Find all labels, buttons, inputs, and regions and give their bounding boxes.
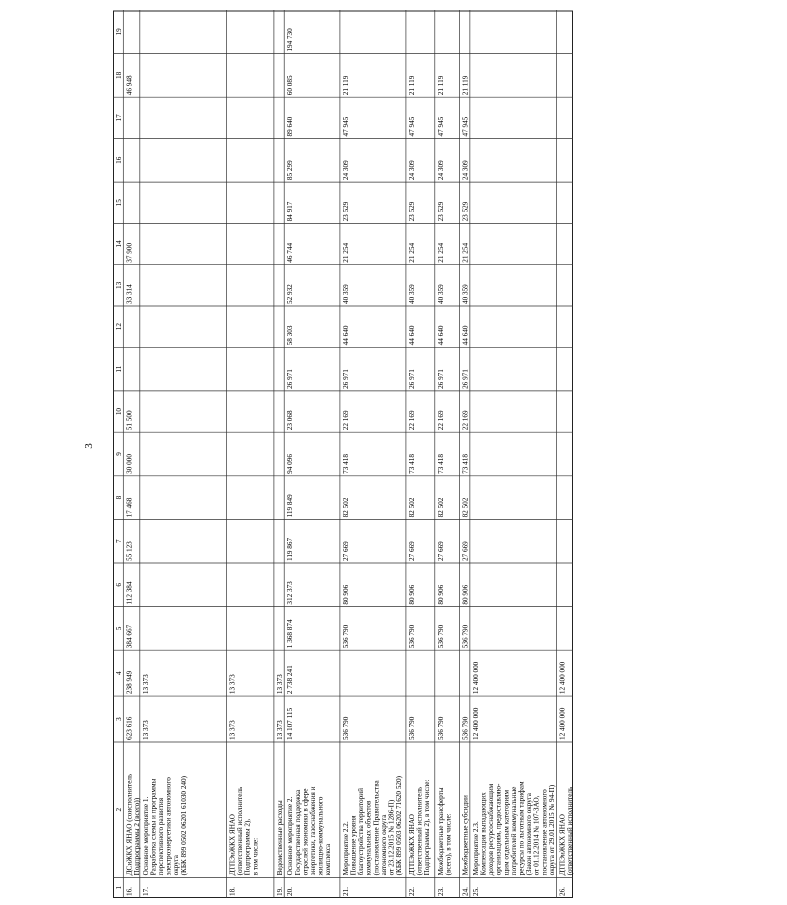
row-name-line: благоустройства территорий <box>357 788 366 876</box>
row-name-line: (ответственный исполнитель <box>566 786 575 876</box>
header-cell: 10 <box>114 407 123 416</box>
row-name-line: (КБК 899 0503 06202 71620 520) <box>395 775 404 876</box>
value-cell: 536 790 <box>461 716 470 740</box>
value-cell: 13 373 <box>275 674 284 695</box>
row-name-line: автономного округа <box>379 814 388 876</box>
value-cell: 536 790 <box>436 716 445 740</box>
row-name-line: Компенсация выпадающих <box>479 792 488 876</box>
header-cell: 6 <box>114 582 123 587</box>
header-cell: 2 <box>114 807 123 812</box>
row-name-line: организациям, предоставляю- <box>494 783 503 876</box>
header-cell: 5 <box>114 626 123 631</box>
value-cell: 27 669 <box>436 541 445 561</box>
value-cell: 51 500 <box>125 410 134 431</box>
value-cell: 44 640 <box>436 325 445 346</box>
value-cell: 12 400 000 <box>558 661 567 695</box>
header-cell: 9 <box>114 452 123 456</box>
value-cell: 536 790 <box>341 624 350 649</box>
value-cell: 112 384 <box>125 581 134 605</box>
value-cell: 536 790 <box>407 716 416 740</box>
value-cell: 80 906 <box>341 584 350 605</box>
row-name-line: ДТПЭиЖКХ ЯНАО <box>407 814 416 876</box>
value-cell: 21 254 <box>436 242 445 263</box>
value-cell: 94 096 <box>286 454 295 474</box>
row-name-line: Повышение уровня <box>349 815 358 876</box>
row-name-line: энергетики, газоснабжения и <box>309 786 318 876</box>
value-cell: 536 790 <box>461 624 470 649</box>
header-cell: 18 <box>114 71 123 79</box>
value-cell: 21 119 <box>461 75 470 96</box>
value-cell: 40 359 <box>407 284 416 304</box>
header-cell: 7 <box>114 539 123 543</box>
value-cell: 17 468 <box>125 497 134 518</box>
value-cell: 27 669 <box>461 541 470 561</box>
value-cell: 82 502 <box>436 497 445 518</box>
row-name-line: Подпрограммы 2 (всего)) <box>132 797 141 876</box>
row-number: 19. <box>275 887 284 896</box>
row-name-line: перспективного развития <box>157 797 166 876</box>
row-name-line: Подпрограммы 2), в том числе: <box>423 779 432 876</box>
header-cell: 19 <box>114 28 123 36</box>
value-cell: 12 400 000 <box>471 707 480 740</box>
header-cell: 16 <box>114 156 123 164</box>
row-name-line: Ведомственные расходы <box>275 800 284 876</box>
row-name-line: Подпрограммы 2), <box>243 818 252 876</box>
row-name-line: Межбюджетные субсидии <box>461 795 470 876</box>
row-name-line: Разработка схемы и программы <box>149 778 158 876</box>
page-number: 3 <box>82 443 95 449</box>
value-cell: 80 906 <box>407 584 416 605</box>
value-cell: 37 900 <box>125 242 134 263</box>
header-cell: 3 <box>114 717 123 721</box>
row-name-line: электроэнергетики автономного <box>164 777 173 876</box>
value-cell: 47 945 <box>407 116 416 137</box>
header-cell: 17 <box>114 114 123 122</box>
value-cell: 58 303 <box>286 325 295 346</box>
value-cell: 22 169 <box>341 410 350 431</box>
value-cell: 40 359 <box>436 284 445 304</box>
value-cell: 13 373 <box>141 720 150 740</box>
value-cell: 73 418 <box>407 454 416 474</box>
row-name-line: ДТПЭиЖКХ ЯНАО <box>558 814 567 876</box>
value-cell: 623 616 <box>125 716 134 740</box>
header-cell: 8 <box>114 495 123 500</box>
value-cell: 22 169 <box>407 410 416 431</box>
row-name-line: Межбюджетные трансферты <box>436 787 445 876</box>
value-cell: 536 790 <box>407 624 416 649</box>
value-cell: 44 640 <box>407 325 416 346</box>
row-name-line: (ответственный исполнитель <box>236 786 245 876</box>
row-name-line: в том числе: <box>251 837 260 876</box>
value-cell: 536 790 <box>341 716 350 740</box>
value-cell: 30 000 <box>125 454 134 474</box>
value-cell: 13 373 <box>275 720 284 740</box>
value-cell: 26 971 <box>407 369 416 389</box>
header-cell: 12 <box>114 323 123 331</box>
row-number: 18. <box>228 887 237 896</box>
row-name-line: комплекса <box>324 843 333 876</box>
header-cell: 4 <box>114 671 123 675</box>
header-cell: 1 <box>114 885 123 890</box>
row-name-line: доходов ресурсоснабжающим <box>487 783 496 876</box>
value-cell: 24 309 <box>461 160 470 181</box>
value-cell: 384 667 <box>125 624 134 649</box>
row-name-line: (всего), в том числе: <box>444 813 453 876</box>
value-cell: 26 971 <box>286 369 295 389</box>
row-name-line: потребителей коммунальные <box>509 786 518 876</box>
value-cell: 47 945 <box>436 116 445 137</box>
row-number: 22. <box>407 887 416 896</box>
row-number: 16. <box>125 887 134 896</box>
row-number: 24. <box>461 887 470 896</box>
value-cell: 46 744 <box>286 242 295 263</box>
row-name-line: Основное мероприятие 1. <box>141 796 150 876</box>
value-cell: 238 949 <box>125 670 134 695</box>
rotated-data-table <box>0 28 787 896</box>
value-cell: 312 373 <box>286 581 295 605</box>
row-name-line: от 01.12.2014 № 107-ЗАО, <box>532 795 541 876</box>
value-cell: 82 502 <box>341 497 350 518</box>
value-cell: 22 169 <box>461 410 470 431</box>
value-cell: 55 123 <box>125 541 134 561</box>
value-cell: 85 299 <box>286 160 295 181</box>
row-number: 23. <box>436 887 445 896</box>
value-cell: 46 948 <box>125 75 134 96</box>
value-cell: 21 119 <box>341 75 350 96</box>
value-cell: 33 314 <box>125 284 134 304</box>
value-cell: 89 640 <box>286 116 295 137</box>
row-name-line: Государственная поддержка <box>293 789 302 876</box>
row-name-line: Мероприятие 2.2. <box>341 821 350 876</box>
value-cell: 47 945 <box>341 116 350 137</box>
row-name-line: ресурсы по льготным тарифам <box>517 781 526 876</box>
row-name-line: ДТПЭиЖКХ ЯНАО <box>228 814 237 876</box>
value-cell: 26 971 <box>341 369 350 389</box>
value-cell: 194 730 <box>286 28 295 52</box>
row-name-line: от 23.12.2015 № 1286-П) <box>387 799 396 876</box>
value-cell: 21 254 <box>461 242 470 263</box>
row-name-line: отраслей экономики в сфере <box>301 788 310 876</box>
value-cell: 26 971 <box>436 369 445 389</box>
row-name-line: округа от 29.01.2015 № 94-П) <box>547 784 556 876</box>
value-cell: 1 368 874 <box>286 619 295 649</box>
value-cell: 21 254 <box>341 242 350 263</box>
row-number: 25. <box>471 887 480 896</box>
row-number: 20. <box>286 887 295 896</box>
value-cell: 44 640 <box>341 325 350 346</box>
value-cell: 82 502 <box>407 497 416 518</box>
value-cell: 80 906 <box>436 584 445 605</box>
row-name-line: Мероприятие 2.3. <box>471 821 480 876</box>
row-number: 21. <box>341 887 350 896</box>
row-number: 17. <box>141 887 150 896</box>
value-cell: 27 669 <box>407 541 416 561</box>
row-name-line: постановление автономного <box>540 789 549 876</box>
value-cell: 73 418 <box>341 454 350 474</box>
row-name-line: щим отдельным категориям <box>502 789 511 876</box>
value-cell: 60 085 <box>286 75 295 96</box>
value-cell: 119 867 <box>286 537 295 561</box>
header-cell: 13 <box>114 281 123 289</box>
value-cell: 84 917 <box>286 201 295 222</box>
row-name-line: ДСиЖКХ ЯНАО (соисполнитель <box>125 773 134 876</box>
header-cell: 11 <box>114 365 123 373</box>
value-cell: 23 068 <box>286 410 295 431</box>
row-name-line: коммунальных объектов <box>364 800 373 876</box>
value-cell: 23 529 <box>436 201 445 222</box>
value-cell: 40 359 <box>461 284 470 304</box>
value-cell: 13 373 <box>141 674 150 695</box>
row-name-line: (КБК 899 0502 06201 61030 240) <box>179 775 188 876</box>
header-cell: 14 <box>114 240 123 248</box>
value-cell: 23 529 <box>407 201 416 222</box>
value-cell: 21 119 <box>436 75 445 96</box>
value-cell: 73 418 <box>461 454 470 474</box>
row-name-line: (постановление Правительства <box>372 780 381 876</box>
value-cell: 27 669 <box>341 541 350 561</box>
value-cell: 21 119 <box>407 75 416 96</box>
value-cell: 23 529 <box>341 201 350 222</box>
row-name-line: Основное мероприятие 2. <box>286 796 295 876</box>
row-name-line: округа <box>172 855 181 876</box>
value-cell: 536 790 <box>436 624 445 649</box>
row-name-line: жилищно-коммунального <box>316 796 325 876</box>
value-cell: 13 373 <box>228 674 237 695</box>
row-number: 26. <box>558 887 567 896</box>
row-name-line: (Закон автономного округа <box>525 792 534 876</box>
row-name-line: (ответственный исполнитель <box>415 786 424 876</box>
value-cell: 24 309 <box>341 160 350 181</box>
value-cell: 47 945 <box>461 116 470 137</box>
value-cell: 24 309 <box>407 160 416 181</box>
value-cell: 12 400 000 <box>558 707 567 740</box>
value-cell: 82 502 <box>461 497 470 518</box>
value-cell: 24 309 <box>436 160 445 181</box>
value-cell: 73 418 <box>436 454 445 474</box>
value-cell: 23 529 <box>461 201 470 222</box>
value-cell: 22 169 <box>436 410 445 431</box>
value-cell: 21 254 <box>407 242 416 263</box>
value-cell: 14 107 115 <box>286 707 295 740</box>
value-cell: 40 359 <box>341 284 350 304</box>
value-cell: 13 373 <box>228 720 237 740</box>
value-cell: 44 640 <box>461 325 470 346</box>
header-cell: 15 <box>114 199 123 207</box>
value-cell: 119 849 <box>286 494 295 518</box>
table-grid <box>113 10 573 898</box>
value-cell: 26 971 <box>461 369 470 389</box>
value-cell: 12 400 000 <box>471 661 480 695</box>
value-cell: 52 932 <box>286 284 295 304</box>
value-cell: 2 738 241 <box>286 665 295 695</box>
value-cell: 80 906 <box>461 584 470 605</box>
